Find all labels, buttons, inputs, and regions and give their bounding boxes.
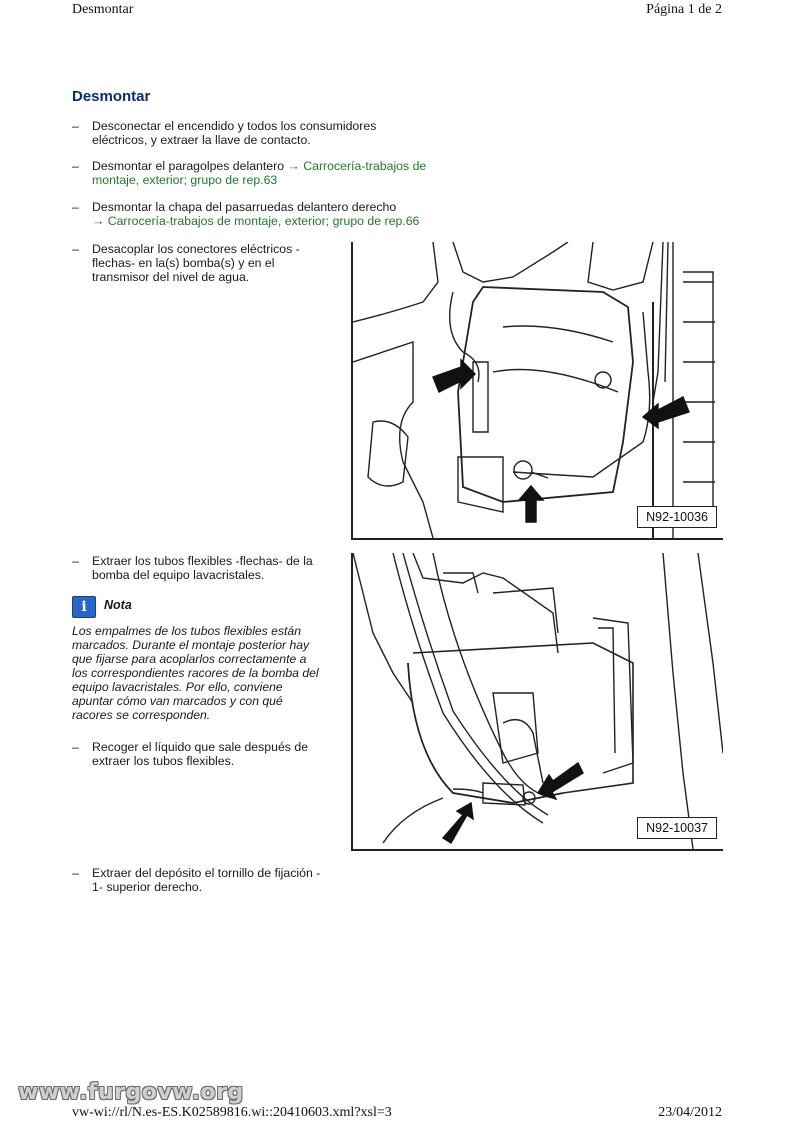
step-text: Recoger el líquido que sale después de — [92, 740, 309, 754]
washer-pump-hoses-drawing — [353, 553, 723, 849]
step-1 — [72, 119, 376, 147]
note-line: Los empalmes de los tubos flexibles están — [72, 624, 301, 638]
note-line: los correspondientes racores de la bomba del — [72, 666, 319, 680]
step-text: Extraer del depósito el tornillo de fijación - — [92, 866, 321, 880]
footer-url: vw-wi://rl/N.es-ES.K02589816.wi::20410603.xml?xsl=3 — [72, 1105, 392, 1120]
step-3 — [72, 200, 419, 228]
step-text: bomba del equipo lavacristales. — [92, 568, 265, 582]
step-dash: – — [72, 866, 79, 880]
figure-washer-pump — [351, 553, 723, 851]
header-left: Desmontar — [72, 2, 134, 17]
step-text: Desmontar el paragolpes delantero — [92, 159, 288, 173]
info-icon: i — [72, 596, 96, 618]
step-dash: – — [72, 554, 79, 568]
step-4 — [72, 242, 300, 284]
step-dash: – — [72, 119, 79, 133]
step-text: Extraer los tubos flexibles -flechas- de la — [92, 554, 313, 568]
step-text: 1- superior derecho. — [92, 880, 203, 894]
step-text: transmisor del nivel de agua. — [92, 270, 250, 284]
step-5 — [72, 554, 313, 582]
step-dash: – — [72, 740, 79, 754]
note-line: equipo lavacristales. Por ello, conviene — [72, 680, 283, 694]
figure-washer-reservoir — [351, 242, 723, 540]
note-line: racores se corresponden. — [72, 708, 211, 722]
link-carroceria-rep63[interactable]: → Carrocería-trabajos de — [287, 159, 427, 173]
note-title: Nota — [104, 598, 132, 612]
footer-date: 23/04/2012 — [658, 1105, 722, 1120]
step-6 — [72, 740, 308, 768]
step-text: extraer los tubos flexibles. — [92, 754, 235, 768]
step-dash: – — [72, 200, 79, 214]
step-text: Desconectar el encendido y todos los consumidores — [92, 119, 377, 133]
note-body — [72, 624, 347, 722]
step-7 — [72, 866, 320, 894]
figure-label: N92-10036 — [637, 506, 717, 528]
step-text: flechas- en la(s) bomba(s) y en el — [92, 256, 275, 270]
step-text: eléctricos, y extraer la llave de contacto. — [92, 133, 311, 147]
step-dash: – — [72, 159, 79, 173]
note-line: apuntar cómo van marcados y con qué — [72, 694, 283, 708]
step-dash: – — [72, 242, 79, 256]
note-line: marcados. Durante el montaje posterior hay — [72, 638, 310, 652]
page-title: Desmontar — [72, 88, 151, 105]
note-line: que fijarse para acoplarlos correctamente a — [72, 652, 307, 666]
watermark-text: www.furgovw.org — [18, 1080, 244, 1105]
washer-reservoir-connectors-drawing — [353, 242, 723, 538]
figure-label: N92-10037 — [637, 817, 717, 839]
step-text: Desmontar la chapa del pasarruedas delantero derecho — [92, 200, 397, 214]
header-page-number: Página 1 de 2 — [646, 2, 722, 17]
step-2 — [72, 159, 426, 187]
link-carroceria-rep63-cont[interactable]: montaje, exterior; grupo de rep.63 — [92, 173, 278, 187]
step-text: Desacoplar los conectores eléctricos - — [92, 242, 300, 256]
link-carroceria-rep66[interactable]: → Carrocería-trabajos de montaje, exterior; grupo de rep.66 — [92, 214, 420, 228]
